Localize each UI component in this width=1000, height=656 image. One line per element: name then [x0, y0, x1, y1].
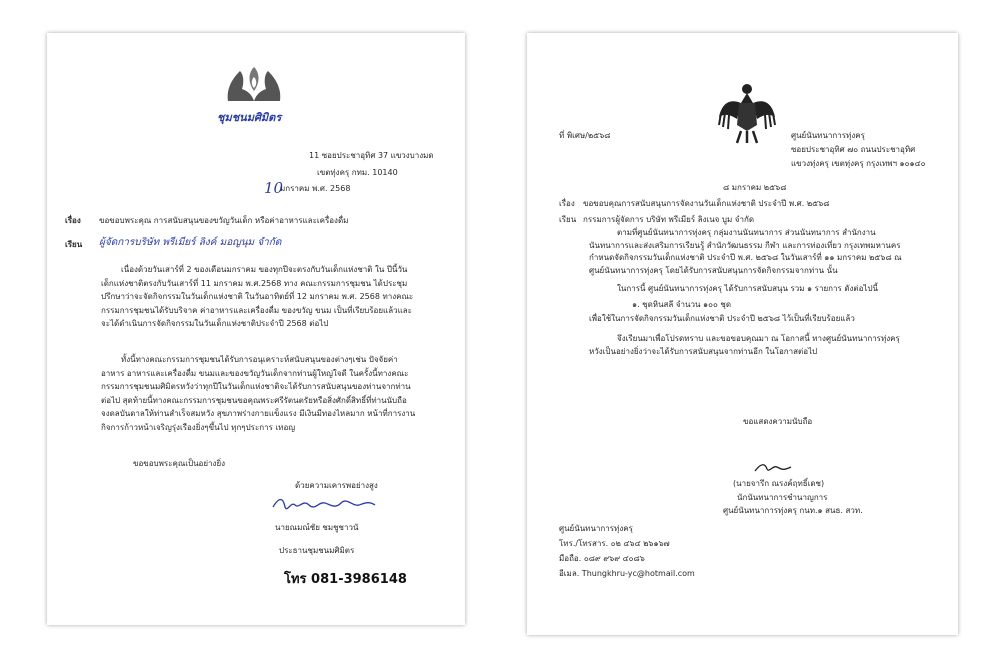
body-paragraph-3: เพื่อใช้ในการจัดกิจกรรมวันเด็กแห่งชาติ ประจำปี ๒๕๖๘ ไว้เป็นที่เรียบร้อยแล้ว: [589, 314, 855, 323]
closing-line: ขอแสดงความนับถือ: [743, 417, 813, 426]
garuda-emblem-icon: [717, 81, 777, 145]
sender-address-line2: เขตทุ่งครุ กทม. 10140: [317, 168, 398, 177]
document-number: ที่ พิเศษ/๒๕๖๘: [559, 131, 611, 140]
footer-mobile: มือถือ. ๐๘๙ ๙๖๙ ๔๐๘๖: [559, 554, 645, 563]
regards-line: ด้วยความเคารพอย่างสูง: [295, 481, 378, 490]
salutation-label: เรียน: [65, 240, 83, 249]
subject-text: ขอขอบพระคุณ การสนับสนุนของขวัญวันเด็ก หรือค่าอาหารและเครื่องดื่ม: [99, 216, 349, 225]
signer-name: (นายจารึก ณรงค์ฤทธิ์เดช): [733, 479, 825, 488]
signatory-position: ประธานชุมชนมศิมิตร: [279, 546, 355, 555]
date-day: 10: [264, 179, 284, 197]
body-paragraph-2: ในการนี้ ศูนย์นันทนาการทุ่งครุ ได้รับการสนับสนุน รวม ๑ รายการ ดังต่อไปนี้: [617, 284, 878, 293]
signer-position-line2: ศูนย์นันทนาการทุ่งครุ กนท.๑ สนธ. สวท.: [723, 506, 863, 515]
right-letter-page: [527, 33, 958, 635]
signer-position-line1: นักนันทนาการชำนาญการ: [737, 493, 828, 502]
organization-name: ชุมชนมศิมิตร: [217, 111, 282, 124]
handwritten-signature-icon: [269, 493, 379, 515]
body-paragraph-4: จึงเรียนมาเพื่อโปรดทราบ และขอขอบคุณมา ณ โอกาสนี้ ทางศูนย์นันทนาการทุ่งครุ หวังเป็นอย่างยิ่งว่าจะได้รับการสนับสนุนจากท่านอีก ในโอกาสต่อไป: [589, 334, 900, 356]
org-address-line1: ศูนย์นันทนาการทุ่งครุ: [791, 131, 865, 140]
footer-organization: ศูนย์นันทนาการทุ่งครุ: [559, 524, 633, 533]
footer-phone: โทร./โทรสาร. ๐๒ ๔๖๔ ๒๖๑๖๗: [559, 539, 670, 548]
org-address-line3: แขวงทุ่งครุ เขตทุ่งครุ กรุงเทพฯ ๑๐๑๔๐: [791, 159, 926, 168]
footer-email: อีเมล. Thungkhru-yc@hotmail.com: [559, 569, 695, 578]
salutation-recipient: กรรมการผู้จัดการ บริษัท พรีเมียร์ ลิงเนจ บูม จำกัด: [583, 215, 755, 224]
donation-item-1: ๑. ชุดหินสลี จำนวน ๑๐๐ ชุด: [632, 300, 732, 309]
closing-line: ขอขอบพระคุณเป็นอย่างยิ่ง: [133, 459, 226, 468]
sender-address-line1: 11 ซอยประชาอุทิศ 37 แขวงบางมด: [309, 151, 434, 160]
letter-date: ๘ มกราคม ๒๕๖๘: [723, 183, 787, 192]
subject-text: ขอขอบคุณการสนับสนุนการจัดงานวันเด็กแห่งชาติ ประจำปี พ.ศ. ๒๕๖๘: [583, 199, 830, 208]
body-paragraph-1: ตามที่ศูนย์นันทนาการทุ่งครุ กลุ่มงานนันทนาการ ส่วนนันทนาการ สำนักงานนันทนาการและส่งเสริมการเรียนรู้ สำนักวัฒนธรรม กีฬา และการท่องเที่ยว กรุงเทพมหานคร กำหนดจัดกิจกรรมวันเด็กแห่งชาติ ประจำปี พ.ศ. ๒๕๖๘ ในวันเสาร์ที่ ๑๑ มกราคม ๒๕๖๘ ณ ศูนย์นันทนาการทุ่งครุ โดยได้รับการสนับสนุนการจัดกิจกรรมจากท่าน นั้น: [589, 228, 902, 275]
salutation-label: เรียน: [559, 215, 577, 224]
community-logo-icon: [224, 61, 284, 109]
phone-number: โทร 081-3986148: [284, 572, 407, 587]
body-paragraph-2: ทั้งนี้ทางคณะกรรมการชุมชนได้รับการอนุเคราะห์สนับสนุนของต่างๆเช่น ปัจจัยค่าอาหาร อาหารและเครื่องดื่ม ขนมและของขวัญวันเด็กจากท่านผู้ใหญ่ใจดี ในครั้งนี้ทางคณะกรรมการชุมชนมศิมิตรหวังว่าทุกปีในวันเด็กแห่งชาติจะได้รับการสนับสนุนของท่านจากท่านต่อไป สุดท้ายนี้ทางคณะกรรมการชุมชนขอคุณพระศรีรัตนตรัยหรือสิ่งศักดิ์สิทธิ์ที่ท่านนับถือ จงดลบันดาลให้ท่านสำเร็จสมหวัง สุขภาพร่างกายแข็งแรง มีเงินมีทองไหลมาก หน้าที่การงานกิจการก้าวหน้าเจริญรุ่งเรืองยิ่งๆขึ้นไป ทุกๆประการ เทอญ: [101, 355, 416, 432]
left-letter-page: [47, 33, 465, 625]
body-paragraph-1: เนื่องด้วยวันเสาร์ที่ 2 ของเดือนมกราคม ของทุกปีจะตรงกับวันเด็กแห่งชาติ ใน ปีนี้วันเด็กแห่งชาติตรงกับวันเสาร์ที่ 11 มกราคม พ.ศ.2568 ทาง คณะกรรมการชุมชน ได้ประชุมปรึกษาว่าจะจัดกิจกรรมในวันเด็กแห่งชาติ ในวันอาทิตย์ที่ 12 มกราคม พ.ศ. 2568 ทางคณะกรรมการชุมชนได้รับบริจาค ค่าอาหารและเครื่องดื่ม ของขวัญ ขนม เป็นที่เรียบร้อยแล้วและจะได้ดำเนินการจัดกิจกรรมในวันเด็กแห่งชาติประจำปี 2568 ต่อไป: [101, 265, 414, 329]
subject-label: เรื่อง: [559, 199, 575, 208]
org-address-line2: ซอยประชาอุทิศ ๗๐ ถนนประชาอุทิศ: [791, 145, 916, 154]
signatory-name: นายณมณ์ชัย ชมชูชาวนั: [275, 523, 359, 532]
date-text: มกราคม พ.ศ. 2568: [280, 184, 351, 193]
salutation-recipient: ผู้จัดการบริษัท พรีเมียร์ ลิงค์ มอญนุม จำกัด: [99, 237, 282, 248]
subject-label: เรื่อง: [65, 216, 81, 225]
handwritten-signature-icon: [753, 459, 793, 477]
